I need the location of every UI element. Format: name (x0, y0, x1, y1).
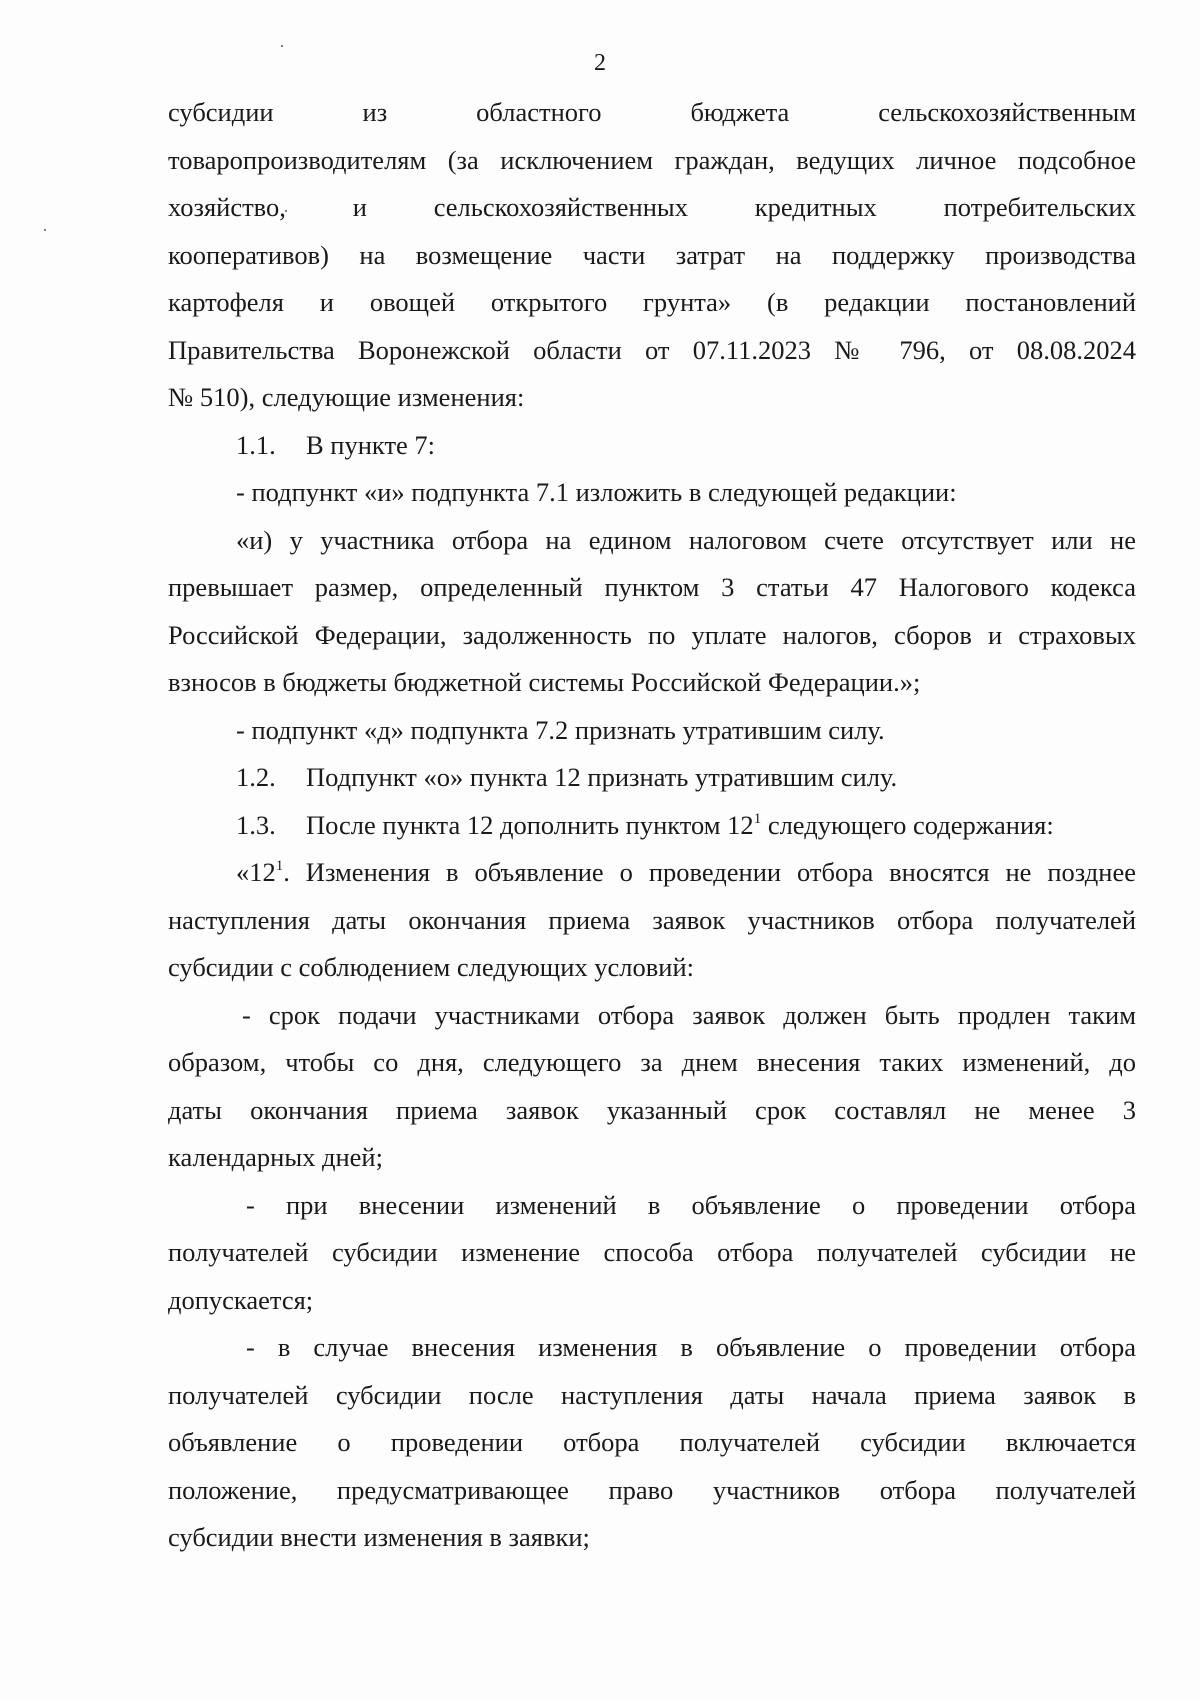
clause-1-2 (168, 754, 1136, 802)
text-line: получателей субсидии после наступления даты начала приема заявок в (168, 1379, 1136, 1410)
clause-1-3 (168, 802, 1136, 850)
clause-number: 1.1. (236, 429, 276, 460)
text-line: положение, предусматривающее право участников отбора получателей (168, 1474, 1136, 1505)
text-line: № 510), следующие изменения: (168, 382, 525, 412)
clause-number: 1.2. (236, 762, 276, 792)
text-line: кооперативов) на возмещение части затрат на поддержку производства (168, 239, 1136, 270)
text-line: хозяйство, и сельскохозяйственных кредитных потребительских (168, 192, 1136, 222)
superscript: 1 (753, 810, 762, 827)
text-line: - срок подачи участниками отбора заявок должен быть продлен таким (242, 999, 1136, 1030)
text-line: товаропроизводителям (за исключением граждан, ведущих личное подсобное (168, 144, 1136, 175)
text-line: - подпункт «и» подпункта 7.1 изложить в следующей редакции: (236, 477, 957, 507)
text-line: получателей субсидии изменение способа отбора получателей субсидии не (168, 1237, 1136, 1267)
text-line: календарных дней; (168, 1142, 383, 1172)
clause-text: В пункте 7: (306, 429, 436, 460)
text-line: допускается; (168, 1284, 314, 1315)
clause-text: После пункта 12 дополнить пунктом 12 (306, 809, 754, 840)
text-line: наступления даты окончания приема заявок участников отбора получателей (168, 904, 1136, 935)
text-line: Правительства Воронежской области от 07.11.2023 № 796, от 08.08.2024 (168, 334, 1136, 365)
text-line: объявление о проведении отбора получателей субсидии включается (168, 1427, 1136, 1457)
text-line: субсидии внести изменения в заявки; (168, 1522, 590, 1552)
text-fragment: «12 (236, 857, 276, 887)
text-line: картофеля и овощей открытого грунта» (в редакции постановлений (168, 287, 1136, 317)
scan-speck (281, 45, 283, 47)
text-line: взносов в бюджеты бюджетной системы Российской Федерации.»; (168, 667, 921, 697)
text-line: - при внесении изменений в объявление о проведении отбора (246, 1189, 1136, 1220)
text-line: - подпункт «д» подпункта 7.2 признать утратившим силу. (236, 714, 885, 745)
text-line: - в случае внесения изменения в объявление о проведении отбора (246, 1332, 1136, 1362)
scan-speck (44, 229, 46, 231)
text-line: превышает размер, определенный пунктом 3 статьи 47 Налогового кодекса (168, 572, 1136, 602)
text-line: «и) у участника отбора на едином налоговом счете отсутствует или не (236, 524, 1136, 555)
text-line: образом, чтобы со дня, следующего за днем внесения таких изменений, до (168, 1047, 1136, 1077)
superscript: 1 (275, 858, 284, 874)
clause-text: Подпункт «о» пункта 12 признать утратившим силу. (306, 762, 898, 792)
text-line: Российской Федерации, задолженность по уплате налогов, сборов и страховых (168, 619, 1136, 650)
page-number: 2 (594, 50, 606, 76)
clause-text: следующего содержания: (761, 809, 1054, 840)
text-fragment: . Изменения в объявление о проведении отбора вносятся не позднее (283, 857, 1136, 887)
text-line: субсидии из областного бюджета сельскохозяйственным (168, 97, 1136, 127)
text-line: субсидии с соблюдением следующих условий: (168, 952, 694, 982)
clause-1-1 (168, 422, 1136, 470)
text-line (168, 849, 1136, 897)
text-line: даты окончания приема заявок указанный срок составлял не менее 3 (168, 1094, 1136, 1125)
document-body (168, 89, 1136, 1562)
clause-number: 1.3. (236, 809, 276, 840)
